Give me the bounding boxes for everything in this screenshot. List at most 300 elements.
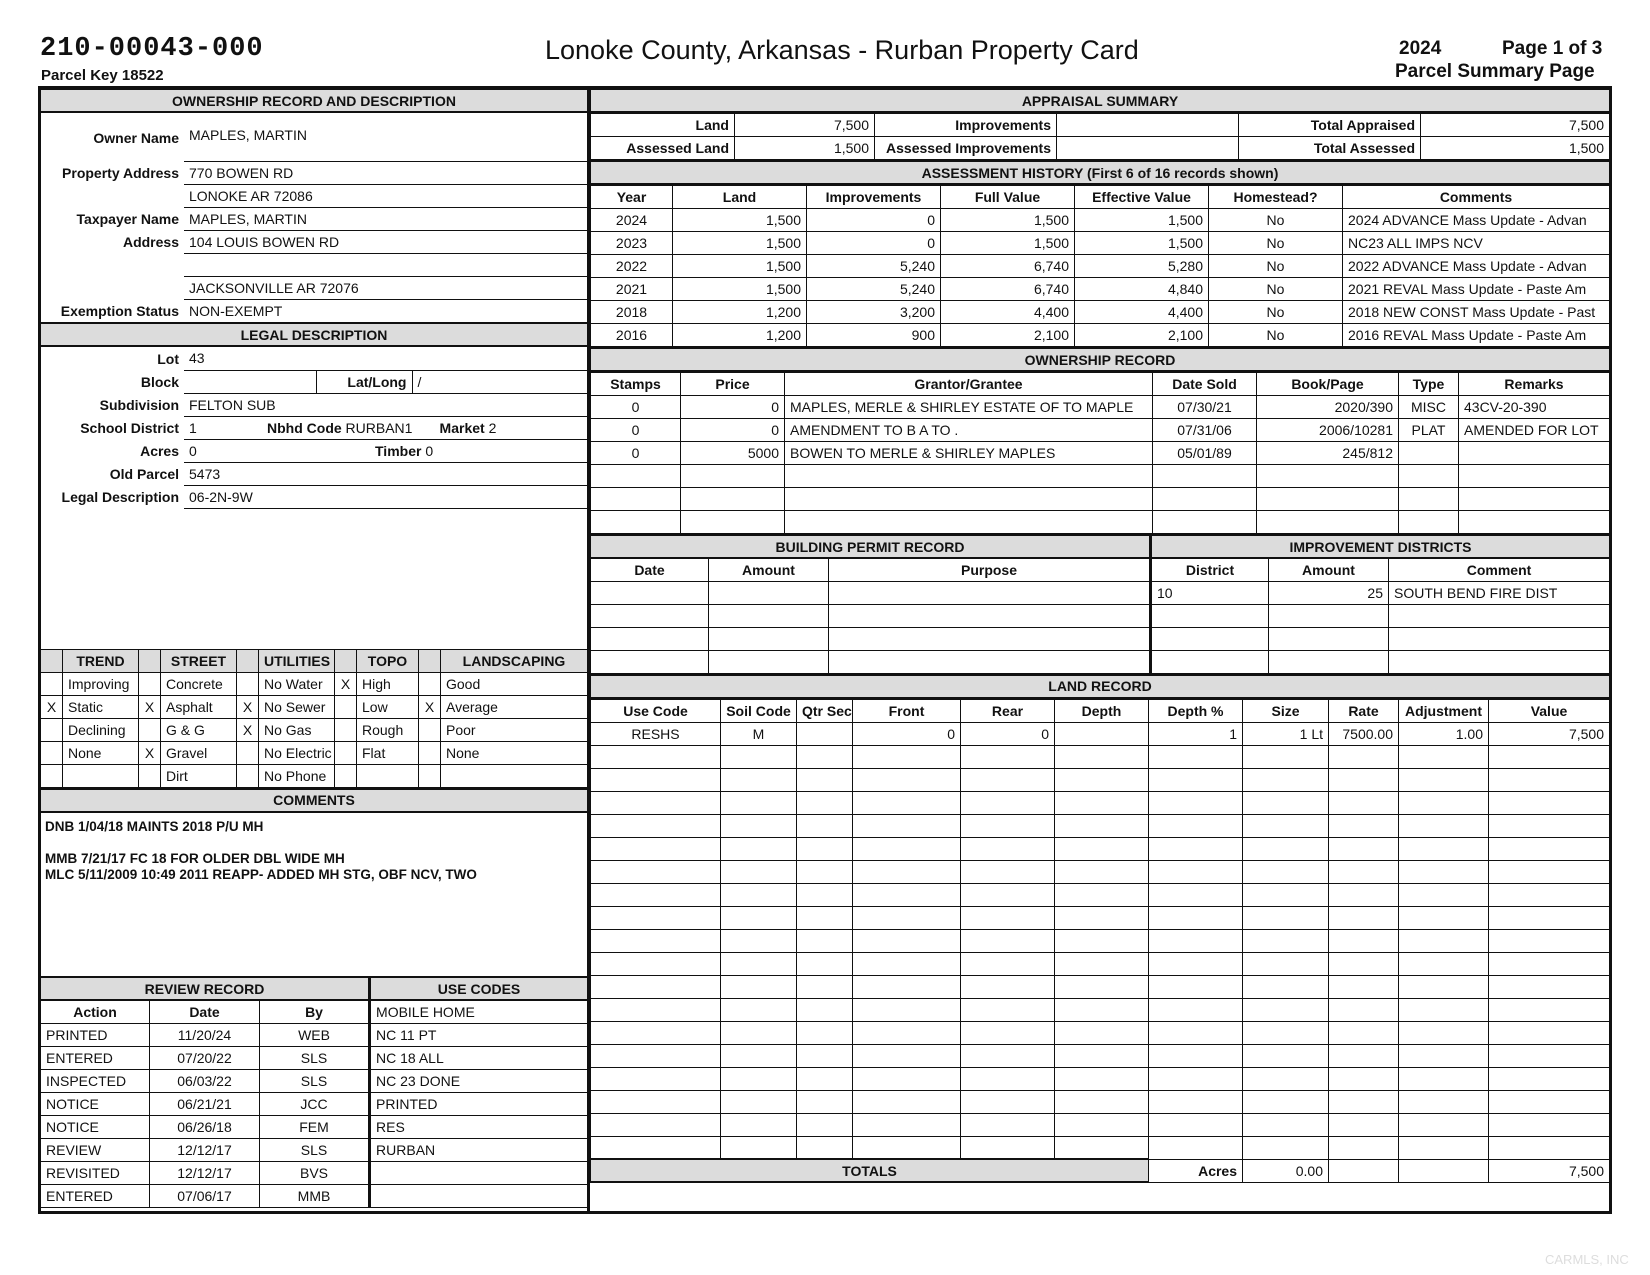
- table-cell: [1399, 1113, 1489, 1136]
- table-cell: 2018: [591, 301, 673, 324]
- table-cell: [1399, 814, 1489, 837]
- table-cell: [1243, 906, 1329, 929]
- table-cell: [853, 975, 961, 998]
- attribute-row: [41, 764, 588, 787]
- table-row: [591, 465, 1610, 488]
- table-cell: 25: [1269, 581, 1389, 604]
- review-action: NOTICE: [41, 1115, 150, 1138]
- table-cell: 43CV-20-390: [1459, 396, 1610, 419]
- table-cell: [1243, 952, 1329, 975]
- total-assessed-label: Total Assessed: [1239, 137, 1421, 160]
- landscaping-header: LANDSCAPING: [441, 649, 588, 672]
- table-cell: [853, 745, 961, 768]
- assessed-land-label: Assessed Land: [591, 137, 735, 160]
- table-cell: [853, 1021, 961, 1044]
- table-cell: [1243, 860, 1329, 883]
- table-cell: 2021 REVAL Mass Update - Paste Am: [1343, 278, 1610, 301]
- block-value: [184, 370, 316, 393]
- attribute-option: Concrete: [161, 672, 237, 695]
- table-cell: [1055, 722, 1149, 745]
- table-cell: [591, 929, 721, 952]
- review-by: SLS: [260, 1046, 370, 1069]
- table-row: [591, 1136, 1610, 1159]
- table-cell: [961, 791, 1055, 814]
- table-cell: [1329, 952, 1399, 975]
- table-cell: [1489, 929, 1610, 952]
- table-cell: [1489, 837, 1610, 860]
- table-cell: [1055, 1136, 1149, 1159]
- table-cell: 1,500: [1075, 209, 1209, 232]
- use-code-item: RURBAN: [370, 1138, 588, 1161]
- table-cell: [1055, 860, 1149, 883]
- table-cell: 245/812: [1257, 442, 1399, 465]
- table-cell: [591, 906, 721, 929]
- attribute-mark: X: [139, 695, 161, 718]
- property-address-label: Property Address: [62, 164, 179, 181]
- table-cell: [1243, 975, 1329, 998]
- table-cell: [1329, 791, 1399, 814]
- table-cell: [797, 1067, 853, 1090]
- column-header: Improvements: [807, 186, 941, 209]
- table-cell: [1243, 837, 1329, 860]
- attribute-option: Poor: [441, 718, 588, 741]
- total-assessed-value: 1,500: [1421, 137, 1610, 160]
- total-value: 7,500: [1489, 1159, 1610, 1182]
- column-header: Homestead?: [1209, 186, 1343, 209]
- table-cell: [797, 722, 853, 745]
- land-label: Land: [591, 114, 735, 137]
- table-cell: No: [1209, 301, 1343, 324]
- table-cell: [1459, 511, 1610, 534]
- table-cell: [1153, 465, 1257, 488]
- table-cell: [1055, 975, 1149, 998]
- table-cell: [1329, 975, 1399, 998]
- table-cell: [1269, 604, 1389, 627]
- table-cell: [1149, 1067, 1243, 1090]
- table-cell: [591, 604, 709, 627]
- table-cell: [1055, 1090, 1149, 1113]
- assessed-land-value: 1,500: [735, 137, 875, 160]
- table-cell: [1489, 1090, 1610, 1113]
- table-cell: [709, 581, 829, 604]
- table-cell: [1149, 814, 1243, 837]
- table-cell: [1055, 791, 1149, 814]
- table-cell: 0: [591, 396, 681, 419]
- table-cell: [1243, 1021, 1329, 1044]
- table-cell: [1149, 1113, 1243, 1136]
- table-cell: [1055, 814, 1149, 837]
- attribute-mark: [41, 741, 63, 764]
- land-record-empty-rows: [591, 745, 1610, 1159]
- table-row: [591, 998, 1610, 1021]
- table-cell: [1243, 791, 1329, 814]
- ownership-record-heading: OWNERSHIP RECORD: [591, 348, 1610, 371]
- attribute-option: No Gas: [259, 718, 335, 741]
- table-cell: 1,500: [673, 278, 807, 301]
- ownership-description-heading: OWNERSHIP RECORD AND DESCRIPTION: [41, 89, 588, 112]
- attribute-option: High: [357, 672, 419, 695]
- column-header: Date: [591, 558, 709, 581]
- table-cell: 05/01/89: [1153, 442, 1257, 465]
- table-cell: [721, 1067, 797, 1090]
- table-cell: [591, 627, 709, 650]
- table-cell: [1329, 837, 1399, 860]
- attribute-option: Good: [441, 672, 588, 695]
- attribute-option: No Phone: [259, 764, 335, 787]
- table-cell: [721, 906, 797, 929]
- table-cell: 6,740: [941, 255, 1075, 278]
- attribute-mark: X: [419, 695, 441, 718]
- table-cell: [961, 975, 1055, 998]
- table-cell: [1399, 1021, 1489, 1044]
- table-cell: 1,200: [673, 324, 807, 347]
- table-cell: [1243, 1136, 1329, 1159]
- table-cell: [1399, 1067, 1489, 1090]
- table-row: [591, 952, 1610, 975]
- table-cell: [1329, 929, 1399, 952]
- table-cell: 07/31/06: [1153, 419, 1257, 442]
- acres-value: 0: [189, 442, 197, 459]
- watermark-text: CARMLS, INC: [1545, 1252, 1629, 1267]
- attribute-option: Dirt: [161, 764, 237, 787]
- table-cell: [1149, 837, 1243, 860]
- permits-districts-table: [590, 534, 1610, 674]
- table-cell: 1,500: [673, 232, 807, 255]
- table-cell: BOWEN TO MERLE & SHIRLEY MAPLES: [785, 442, 1153, 465]
- table-cell: [1153, 511, 1257, 534]
- table-cell: [1489, 975, 1610, 998]
- attribute-mark: [139, 764, 161, 787]
- table-cell: [1399, 998, 1489, 1021]
- table-cell: [1149, 975, 1243, 998]
- land-record-table: [590, 699, 1610, 1184]
- attribute-option: No Water: [259, 672, 335, 695]
- attribute-mark: X: [237, 695, 259, 718]
- table-cell: 5000: [681, 442, 785, 465]
- table-cell: [591, 952, 721, 975]
- table-cell: [1399, 511, 1459, 534]
- attribute-option: [357, 764, 419, 787]
- table-cell: [1269, 627, 1389, 650]
- column-header: Adjustment: [1399, 699, 1489, 722]
- table-cell: MAPLES, MERLE & SHIRLEY ESTATE OF TO MAPLE: [785, 396, 1153, 419]
- subdivision-label: Subdivision: [99, 396, 179, 413]
- table-cell: [853, 1067, 961, 1090]
- comments-body: [40, 813, 588, 941]
- table-cell: [797, 860, 853, 883]
- review-by: MMB: [260, 1184, 370, 1207]
- attribute-option: No Sewer: [259, 695, 335, 718]
- table-cell: [1149, 1044, 1243, 1067]
- table-cell: 2016: [591, 324, 673, 347]
- table-cell: 5,280: [1075, 255, 1209, 278]
- table-cell: [1055, 1113, 1149, 1136]
- table-cell: [797, 1090, 853, 1113]
- table-cell: [797, 998, 853, 1021]
- review-action: ENTERED: [41, 1046, 150, 1069]
- table-cell: [1243, 1067, 1329, 1090]
- comments-heading: COMMENTS: [41, 789, 588, 812]
- table-row: [591, 929, 1610, 952]
- table-cell: [1399, 975, 1489, 998]
- table-row: [591, 209, 1610, 232]
- table-cell: [961, 998, 1055, 1021]
- attribute-option: None: [441, 741, 588, 764]
- table-cell: MISC: [1399, 396, 1459, 419]
- table-cell: [1329, 1113, 1399, 1136]
- table-cell: [1399, 906, 1489, 929]
- summary-label: Parcel Summary Page: [1395, 61, 1595, 82]
- table-cell: 0: [681, 419, 785, 442]
- attribute-mark: [41, 672, 63, 695]
- parcel-number: 210-00043-000: [40, 34, 264, 64]
- table-row: [591, 975, 1610, 998]
- table-cell: 1,500: [1075, 232, 1209, 255]
- table-cell: [1257, 488, 1399, 511]
- table-cell: [829, 581, 1151, 604]
- table-cell: 0: [681, 396, 785, 419]
- table-cell: [1243, 883, 1329, 906]
- total-acres-value: 0.00: [1243, 1159, 1329, 1182]
- attribute-mark: [419, 764, 441, 787]
- subdivision-value: FELTON SUB: [184, 393, 588, 416]
- table-cell: [1489, 1021, 1610, 1044]
- school-district-row: [184, 416, 588, 439]
- table-cell: [591, 998, 721, 1021]
- table-cell: [853, 837, 961, 860]
- total-appraised-label: Total Appraised: [1239, 114, 1421, 137]
- attributes-grid: [40, 649, 588, 788]
- review-by: FEM: [260, 1115, 370, 1138]
- table-cell: [961, 837, 1055, 860]
- review-by: BVS: [260, 1161, 370, 1184]
- table-cell: [1055, 1044, 1149, 1067]
- taxpayer-name: MAPLES, MARTIN: [184, 207, 588, 230]
- attribute-option: None: [63, 741, 139, 764]
- table-cell: [1243, 1090, 1329, 1113]
- table-cell: 2018 NEW CONST Mass Update - Past: [1343, 301, 1610, 324]
- table-cell: [721, 1090, 797, 1113]
- table-cell: [1459, 442, 1610, 465]
- table-row: [591, 1090, 1610, 1113]
- column-header: Depth %: [1149, 699, 1243, 722]
- topo-header: TOPO: [357, 649, 419, 672]
- table-row: [591, 278, 1610, 301]
- attribute-mark: [419, 718, 441, 741]
- acres-row: [184, 439, 588, 462]
- attribute-mark: [41, 764, 63, 787]
- attribute-mark: X: [335, 672, 357, 695]
- table-cell: No: [1209, 255, 1343, 278]
- attribute-mark: [419, 741, 441, 764]
- table-cell: [1149, 952, 1243, 975]
- column-header: Date Sold: [1153, 373, 1257, 396]
- table-row: [591, 1067, 1610, 1090]
- attribute-row: [41, 741, 588, 764]
- table-cell: [591, 1067, 721, 1090]
- table-cell: [1389, 650, 1610, 673]
- table-cell: [1399, 1090, 1489, 1113]
- table-cell: [961, 883, 1055, 906]
- table-cell: 0: [807, 232, 941, 255]
- table-cell: 4,400: [1075, 301, 1209, 324]
- table-cell: [1399, 952, 1489, 975]
- review-date: 11/20/24: [150, 1023, 260, 1046]
- column-header: District: [1151, 558, 1269, 581]
- timber-label: Timber: [375, 442, 422, 459]
- table-cell: [829, 627, 1151, 650]
- table-cell: [853, 1113, 961, 1136]
- utilities-header: UTILITIES: [259, 649, 335, 672]
- table-cell: [1489, 1067, 1610, 1090]
- table-cell: NC23 ALL IMPS NCV: [1343, 232, 1610, 255]
- table-cell: [1151, 604, 1269, 627]
- table-cell: [853, 929, 961, 952]
- table-cell: [1243, 1044, 1329, 1067]
- table-cell: [591, 511, 681, 534]
- table-cell: 1,500: [673, 255, 807, 278]
- table-cell: 2024: [591, 209, 673, 232]
- table-cell: [1329, 1021, 1399, 1044]
- review-date: 06/21/21: [150, 1092, 260, 1115]
- table-cell: 0: [853, 722, 961, 745]
- table-row: [591, 745, 1610, 768]
- table-row: [591, 1044, 1610, 1067]
- table-cell: [1489, 768, 1610, 791]
- building-permit-heading: BUILDING PERMIT RECORD: [591, 535, 1151, 558]
- table-cell: [1329, 906, 1399, 929]
- table-row: [591, 301, 1610, 324]
- table-cell: 2006/10281: [1257, 419, 1399, 442]
- total-acres-label: Acres: [1149, 1159, 1243, 1182]
- column-header: Amount: [709, 558, 829, 581]
- table-cell: [1489, 745, 1610, 768]
- table-cell: [853, 860, 961, 883]
- table-cell: [1329, 860, 1399, 883]
- table-cell: [709, 650, 829, 673]
- parcel-key: Parcel Key 18522: [41, 67, 164, 84]
- table-cell: [1257, 465, 1399, 488]
- table-cell: No: [1209, 209, 1343, 232]
- table-cell: [1243, 745, 1329, 768]
- latlong-label: Lat/Long: [316, 370, 412, 393]
- table-cell: [961, 768, 1055, 791]
- total-appraised-value: 7,500: [1421, 114, 1610, 137]
- attribute-mark: [41, 718, 63, 741]
- review-usecode-panel: [40, 976, 588, 1208]
- table-cell: [1151, 627, 1269, 650]
- table-cell: [591, 883, 721, 906]
- column-header: Comment: [1389, 558, 1610, 581]
- assessed-improvements-label: Assessed Improvements: [875, 137, 1057, 160]
- review-action: REVISITED: [41, 1161, 150, 1184]
- attribute-option: Low: [357, 695, 419, 718]
- table-cell: [1329, 883, 1399, 906]
- table-row: [591, 906, 1610, 929]
- table-cell: [1489, 1113, 1610, 1136]
- column-header: Rate: [1329, 699, 1399, 722]
- owner-name: MAPLES, MARTIN: [184, 115, 588, 161]
- market-value: 2: [488, 419, 497, 436]
- use-code-item: [370, 1184, 588, 1207]
- table-cell: 900: [807, 324, 941, 347]
- table-cell: [1399, 860, 1489, 883]
- table-cell: [1055, 1021, 1149, 1044]
- table-cell: [961, 929, 1055, 952]
- table-cell: [853, 1090, 961, 1113]
- old-parcel-value: 5473: [184, 462, 588, 485]
- table-cell: [797, 975, 853, 998]
- table-cell: [1329, 1067, 1399, 1090]
- column-header: Book/Page: [1257, 373, 1399, 396]
- table-cell: No: [1209, 232, 1343, 255]
- table-cell: [853, 768, 961, 791]
- table-cell: 6,740: [941, 278, 1075, 301]
- table-cell: No: [1209, 324, 1343, 347]
- table-row: [591, 650, 1610, 673]
- ownership-description-panel: [40, 88, 588, 941]
- column-header: Amount: [1269, 558, 1389, 581]
- table-cell: [1149, 929, 1243, 952]
- table-cell: [1329, 745, 1399, 768]
- old-parcel-label: Old Parcel: [109, 465, 179, 482]
- comment-line: DNB 1/04/18 MAINTS 2018 P/U MH: [45, 818, 264, 834]
- table-cell: [1399, 1136, 1489, 1159]
- use-codes-heading: USE CODES: [370, 977, 588, 1000]
- attribute-mark: [335, 764, 357, 787]
- table-cell: 2023: [591, 232, 673, 255]
- column-header: Depth: [1055, 699, 1149, 722]
- table-cell: [961, 1090, 1055, 1113]
- table-cell: [829, 650, 1151, 673]
- table-cell: [591, 488, 681, 511]
- review-by: SLS: [260, 1069, 370, 1092]
- table-row: [591, 1021, 1610, 1044]
- review-action-header: Action: [41, 1000, 150, 1023]
- attribute-row: [41, 718, 588, 741]
- review-by: WEB: [260, 1023, 370, 1046]
- table-cell: [853, 1136, 961, 1159]
- attribute-option: G & G: [161, 718, 237, 741]
- table-cell: [1055, 768, 1149, 791]
- review-action: ENTERED: [41, 1184, 150, 1207]
- table-cell: [1149, 1090, 1243, 1113]
- table-cell: [721, 975, 797, 998]
- market-label: Market: [439, 419, 485, 436]
- column-header: Soil Code: [721, 699, 797, 722]
- table-cell: 0: [807, 209, 941, 232]
- ownership-record-table: [590, 372, 1610, 534]
- table-cell: [1055, 998, 1149, 1021]
- review-by: JCC: [260, 1092, 370, 1115]
- table-row: [591, 255, 1610, 278]
- table-cell: [1149, 791, 1243, 814]
- attribute-mark: X: [139, 741, 161, 764]
- column-header: Type: [1399, 373, 1459, 396]
- review-date: 07/06/17: [150, 1184, 260, 1207]
- attribute-mark: [335, 718, 357, 741]
- table-cell: [1329, 1136, 1399, 1159]
- table-cell: 10: [1151, 581, 1269, 604]
- table-cell: AMENDMENT TO B A TO .: [785, 419, 1153, 442]
- review-date: 12/12/17: [150, 1138, 260, 1161]
- mailing-address-line-2: [184, 253, 588, 276]
- table-cell: [681, 511, 785, 534]
- table-cell: [709, 604, 829, 627]
- table-cell: [797, 952, 853, 975]
- table-cell: [591, 975, 721, 998]
- table-cell: [1329, 814, 1399, 837]
